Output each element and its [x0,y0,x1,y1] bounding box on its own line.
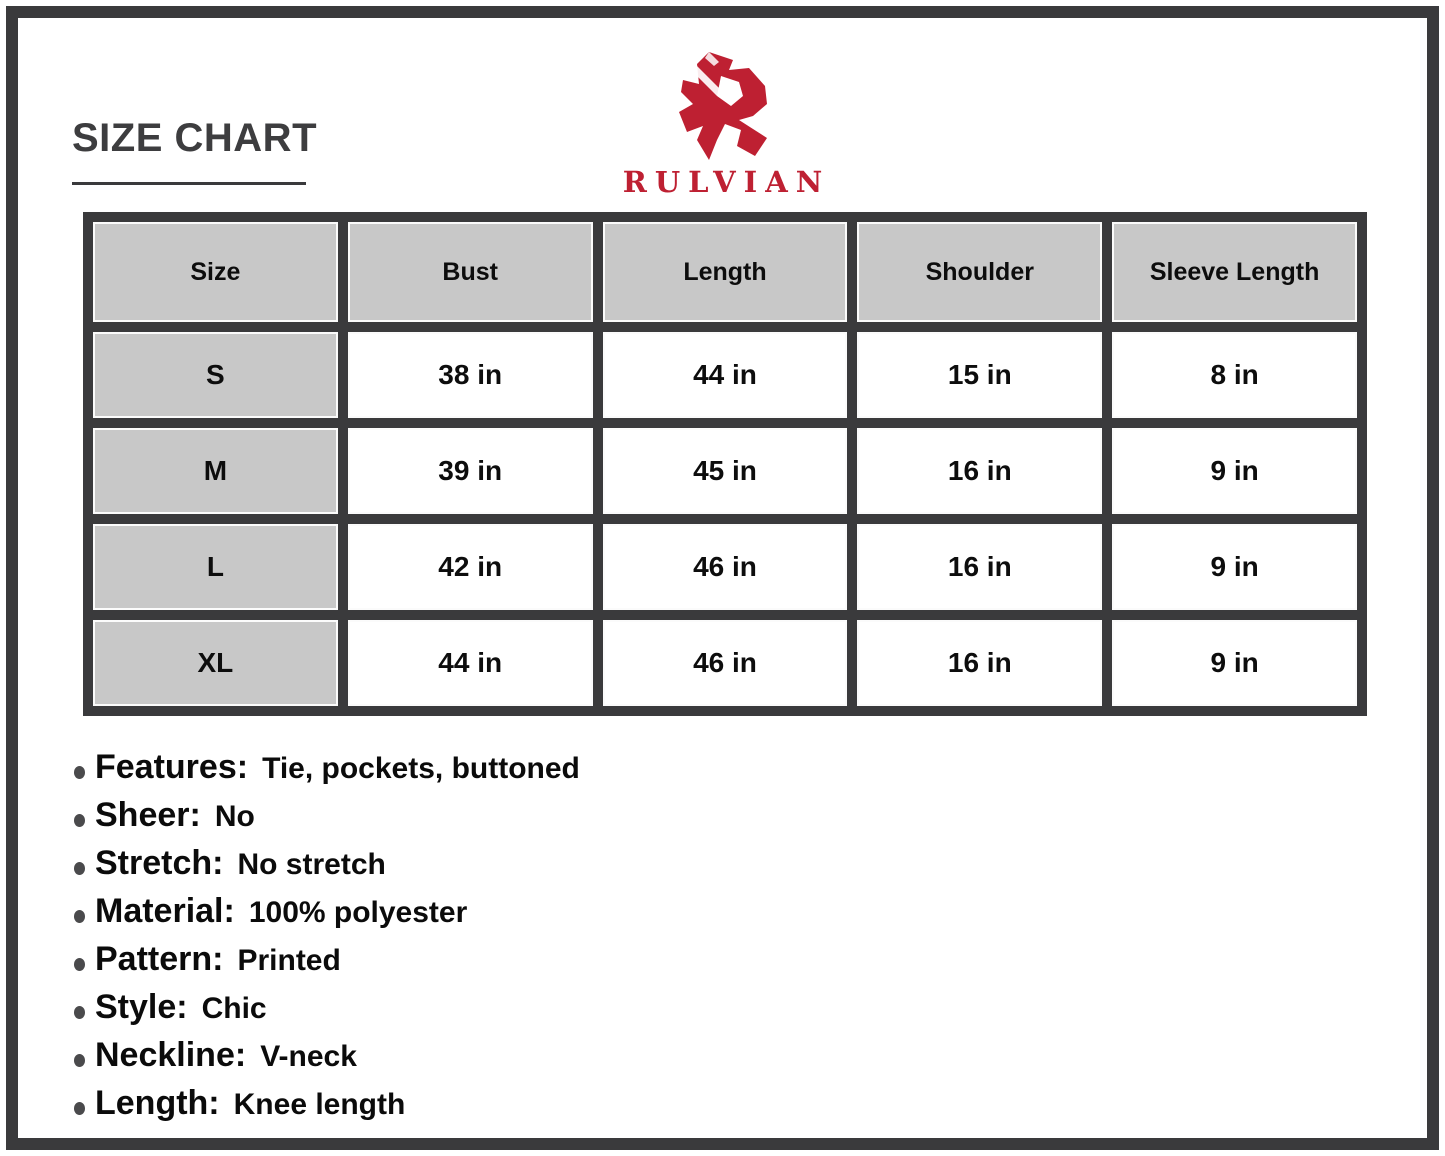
detail-label: Features: [95,748,249,786]
size-table [83,212,1367,716]
detail-value: Chic [201,992,267,1025]
measurement-cell: 44 in [603,332,848,418]
bullet-icon [74,910,85,923]
bullet-icon [74,814,85,827]
detail-value: No [214,800,255,833]
bullet-icon [74,1006,85,1019]
measurement-cell: 8 in [1112,332,1357,418]
size-cell: M [93,428,338,514]
details-list [74,748,580,1132]
measurement-cell: 44 in [348,620,593,706]
table-row [93,428,1357,514]
list-item [74,796,580,844]
detail-label: Neckline: [95,1036,247,1074]
list-item [74,940,580,988]
brand-logo-icon [675,50,771,162]
measurement-cell: 16 in [857,620,1102,706]
list-item [74,892,580,940]
table-row [93,332,1357,418]
table-row [93,620,1357,706]
measurement-cell: 46 in [603,524,848,610]
detail-label: Sheer: [95,796,201,834]
bullet-icon [74,766,85,779]
detail-value: Printed [237,944,341,977]
detail-label: Length: [95,1084,220,1122]
size-cell: XL [93,620,338,706]
bullet-icon [74,1054,85,1067]
detail-value: 100% polyester [248,896,468,929]
table-header-row [93,222,1357,322]
list-item [74,1084,580,1132]
brand-name: RULVIAN [622,165,831,199]
list-item [74,988,580,1036]
list-item [74,1036,580,1084]
measurement-cell: 9 in [1112,524,1357,610]
measurement-cell: 39 in [348,428,593,514]
measurement-cell: 45 in [603,428,848,514]
measurement-cell: 16 in [857,428,1102,514]
measurement-cell: 15 in [857,332,1102,418]
measurement-cell: 38 in [348,332,593,418]
column-header-shoulder: Shoulder [857,222,1102,322]
measurement-cell: 9 in [1112,428,1357,514]
column-header-sleeve-length: Sleeve Length [1112,222,1357,322]
measurement-cell: 42 in [348,524,593,610]
detail-label: Pattern: [95,940,224,978]
column-header-size: Size [93,222,338,322]
detail-label: Style: [95,988,188,1026]
size-cell: L [93,524,338,610]
measurement-cell: 16 in [857,524,1102,610]
table-row [93,524,1357,610]
detail-value: Knee length [233,1088,406,1121]
bullet-icon [74,862,85,875]
detail-value: No stretch [237,848,386,881]
detail-label: Stretch: [95,844,224,882]
column-header-bust: Bust [348,222,593,322]
column-header-length: Length [603,222,848,322]
detail-value: Tie, pockets, buttoned [262,752,580,785]
measurement-cell: 46 in [603,620,848,706]
bullet-icon [74,1102,85,1115]
page-title: SIZE CHART [72,116,317,160]
detail-value: V-neck [260,1040,357,1073]
list-item [74,844,580,892]
bullet-icon [74,958,85,971]
detail-label: Material: [95,892,235,930]
measurement-cell: 9 in [1112,620,1357,706]
brand-logo [0,50,1445,199]
size-cell: S [93,332,338,418]
list-item [74,748,580,796]
